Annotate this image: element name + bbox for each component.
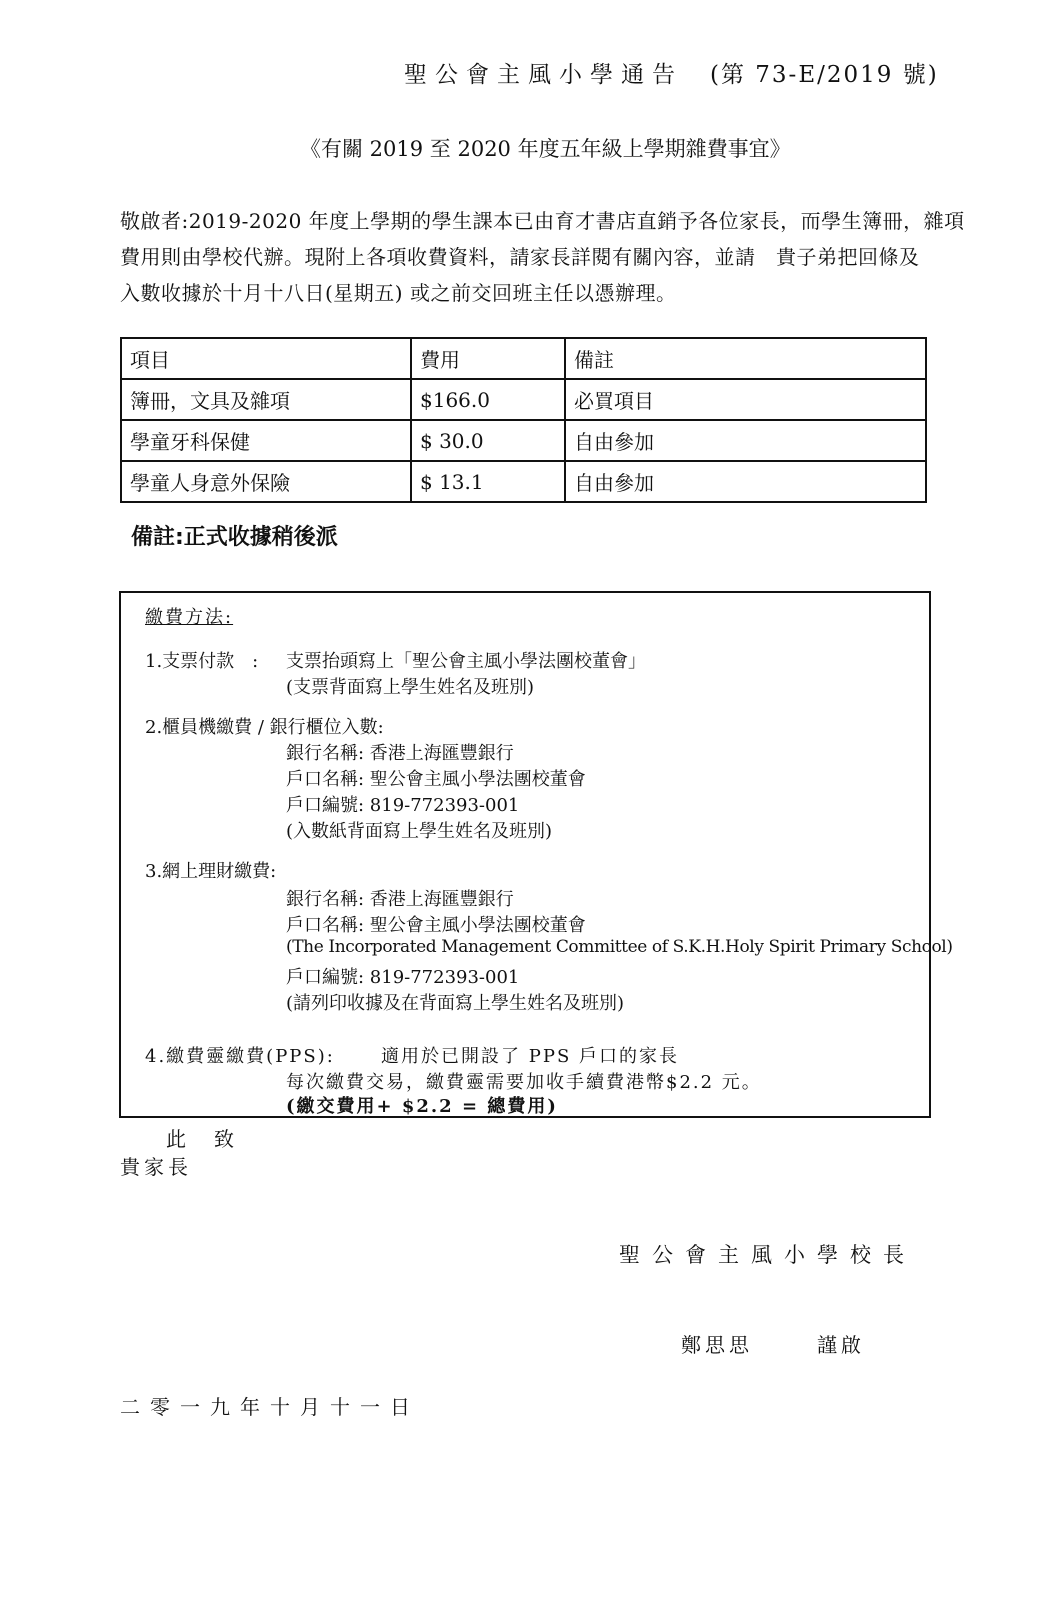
table-row	[121, 379, 926, 420]
notice-reference-number: (第 73-E/2019 號)	[710, 62, 939, 88]
header-remark: 備註	[565, 338, 926, 379]
pps-line-2: 每次繳費交易，繳費靈需要加收手續費港幣$2.2 元。	[286, 1072, 762, 1093]
online-account-name-english: (The Incorporated Management Committee of S.K.H.Holy Spirit Primary School)	[286, 937, 953, 957]
cheque-label: 1.支票付款 :	[145, 651, 259, 672]
table-row	[121, 420, 926, 461]
intro-line-1: 敬啟者:2019-2020 年度上學期的學生課本已由育才書店直銷予各位家長，而學生簿冊，雜項	[120, 209, 965, 233]
online-bank-name: 銀行名稱: 香港上海匯豐銀行	[286, 889, 514, 910]
cheque-line-1: 支票抬頭寫上「聖公會主風小學法團校董會」	[286, 651, 646, 672]
cell-fee: $ 13.1	[411, 461, 565, 502]
online-note: (請列印收據及在背面寫上學生姓名及班別)	[286, 993, 625, 1014]
cell-remark: 必買項目	[565, 379, 926, 420]
pps-label: 4.繳費靈繳費(PPS):	[145, 1046, 335, 1067]
fee-table	[120, 337, 927, 503]
pps-formula: (繳交費用+ $2.2 = 總費用)	[286, 1096, 558, 1117]
header-fee: 費用	[411, 338, 565, 379]
online-label: 3.網上理財繳費:	[145, 861, 277, 882]
header-item: 項目	[121, 338, 411, 379]
atm-account-name: 戶口名稱: 聖公會主風小學法團校董會	[286, 769, 586, 790]
table-header-row	[121, 338, 926, 379]
pps-line-1: 適用於已開設了 PPS 戶口的家長	[381, 1046, 679, 1067]
signatory-name: 鄭思思	[681, 1333, 753, 1357]
signatory-action: 謹啟	[817, 1333, 865, 1357]
salutation-line-1: 此 致	[166, 1127, 238, 1151]
intro-line-3: 入數收據於十月十八日(星期五) 或之前交回班主任以憑辦理。	[120, 281, 677, 305]
online-account-number: 戶口編號: 819-772393-001	[286, 967, 520, 988]
payment-methods-box	[119, 591, 953, 1118]
table-row	[121, 461, 926, 502]
cell-remark: 自由參加	[565, 461, 926, 502]
intro-line-2: 費用則由學校代辦。現附上各項收費資料，請家長詳閱有關內容，並請 貴子弟把回條及	[120, 245, 920, 269]
salutation-line-2: 貴家長	[120, 1155, 192, 1179]
cell-remark: 自由參加	[565, 420, 926, 461]
cell-fee: $ 30.0	[411, 420, 565, 461]
cheque-line-2: (支票背面寫上學生姓名及班別)	[286, 677, 535, 698]
atm-label: 2.櫃員機繳費 / 銀行櫃位入數:	[145, 717, 384, 738]
notice-title: 聖公會主風小學通告	[404, 62, 683, 88]
atm-bank-name: 銀行名稱: 香港上海匯豐銀行	[286, 743, 514, 764]
payment-heading: 繳費方法:	[145, 607, 234, 628]
table-remark: 備註:正式收據稍後派	[131, 525, 338, 550]
cell-item: 簿冊，文具及雜項	[121, 379, 411, 420]
atm-note: (入數紙背面寫上學生姓名及班別)	[286, 821, 553, 842]
notice-date: 二零一九年十月十一日	[120, 1395, 420, 1419]
notice-subject: 《有關 2019 至 2020 年度五年級上學期雜費事宜》	[300, 137, 791, 161]
signatory-title: 聖公會主風小學校長	[619, 1243, 916, 1267]
atm-account-number: 戶口編號: 819-772393-001	[286, 795, 520, 816]
online-account-name: 戶口名稱: 聖公會主風小學法團校董會	[286, 915, 586, 936]
cell-fee: $166.0	[411, 379, 565, 420]
cell-item: 學童人身意外保險	[121, 461, 411, 502]
cell-item: 學童牙科保健	[121, 420, 411, 461]
